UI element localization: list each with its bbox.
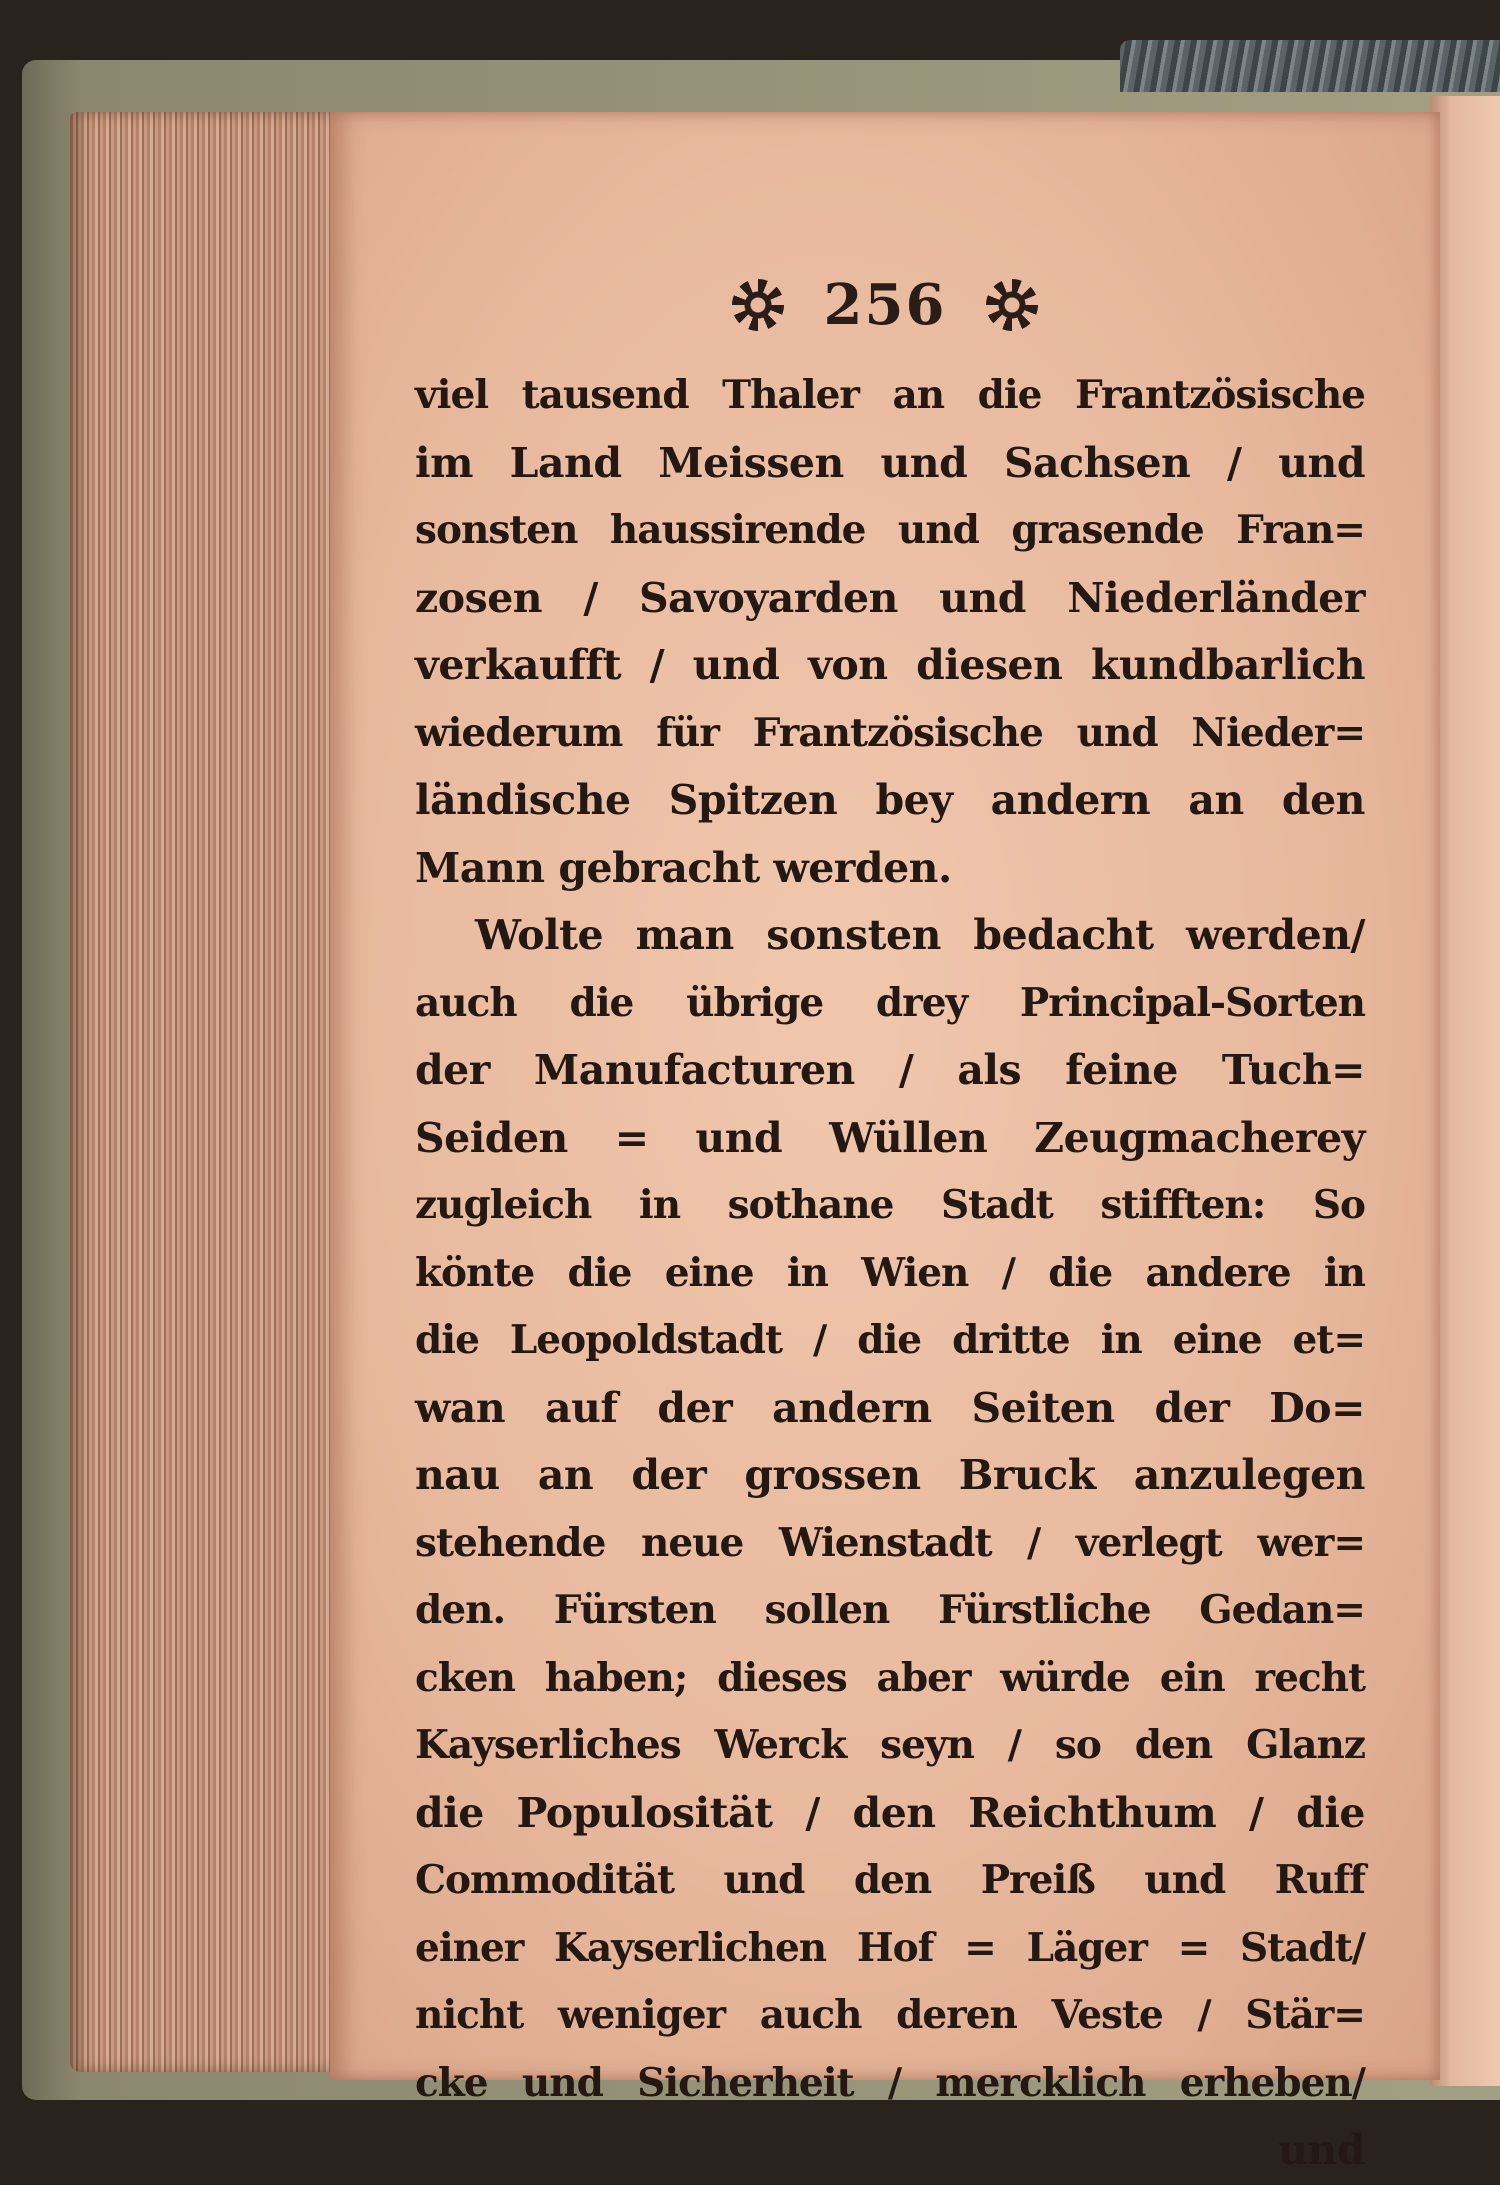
text-line: die Leopoldstadt / die dritte in eine et=	[415, 1317, 1365, 1363]
text-line: einer Kayserlichen Hof = Läger = Stadt/	[415, 1924, 1365, 1971]
catchword: und	[1278, 2126, 1365, 2174]
page-edges	[70, 112, 370, 2072]
text-line: Commodität und den Preiß und Ruff	[415, 1857, 1365, 1903]
rosette-ornament-icon	[732, 279, 784, 331]
text-line: der Manufacturen / als feine Tuch=	[415, 1046, 1365, 1094]
rosette-ornament-icon	[986, 279, 1038, 331]
text-line: nau an der grossen Bruck anzulegen	[415, 1451, 1365, 1499]
text-line: Wolte man sonsten bedacht werden/	[475, 911, 1365, 959]
text-line: im Land Meissen und Sachsen / und	[415, 438, 1365, 487]
text-line: den. Fürsten sollen Fürstliche Gedan=	[415, 1587, 1365, 1633]
text-line: sonsten haussirende und grasende Fran=	[415, 507, 1365, 553]
book-page	[330, 112, 1440, 2174]
text-line: Seiden = und Wüllen Zeugmacherey	[415, 1113, 1365, 1162]
text-line: könte die eine in Wien / die andere in	[415, 1249, 1365, 1296]
text-line: cke und Sicherheit / mercklich erheben/	[415, 2059, 1365, 2106]
text-line: zosen / Savoyarden und Niederländer	[415, 573, 1365, 622]
headband	[1120, 40, 1500, 92]
page-header	[330, 272, 1440, 338]
facing-page-edge	[1430, 96, 1500, 2086]
text-line: cken haben; dieses aber würde ein recht	[415, 1654, 1365, 1701]
text-line: Mann gebracht werden.	[415, 843, 952, 892]
text-line: zugleich in sothane Stadt stifften: So	[415, 1182, 1365, 1228]
text-line: nicht weniger auch deren Veste / Stär=	[415, 1992, 1365, 2038]
text-line: ländische Spitzen bey andern an den	[415, 776, 1365, 824]
text-line: Kayserliches Werck seyn / so den Glanz	[415, 1722, 1365, 1768]
text-line: die Populosität / den Reichthum / die	[415, 1788, 1365, 1837]
text-line: auch die übrige drey Principal-Sorten	[415, 979, 1365, 1026]
text-line: viel tausend Thaler an die Frantzösische	[415, 372, 1365, 418]
text-line: wan auf der andern Seiten der Do=	[415, 1383, 1365, 1432]
body-text	[415, 362, 1365, 2185]
page-number: 256	[823, 272, 947, 338]
text-line: stehende neue Wienstadt / verlegt wer=	[415, 1519, 1365, 1566]
text-line: verkaufft / und von diesen kundbarlich	[415, 641, 1365, 689]
text-line: wiederum für Frantzösische und Nieder=	[415, 709, 1365, 756]
